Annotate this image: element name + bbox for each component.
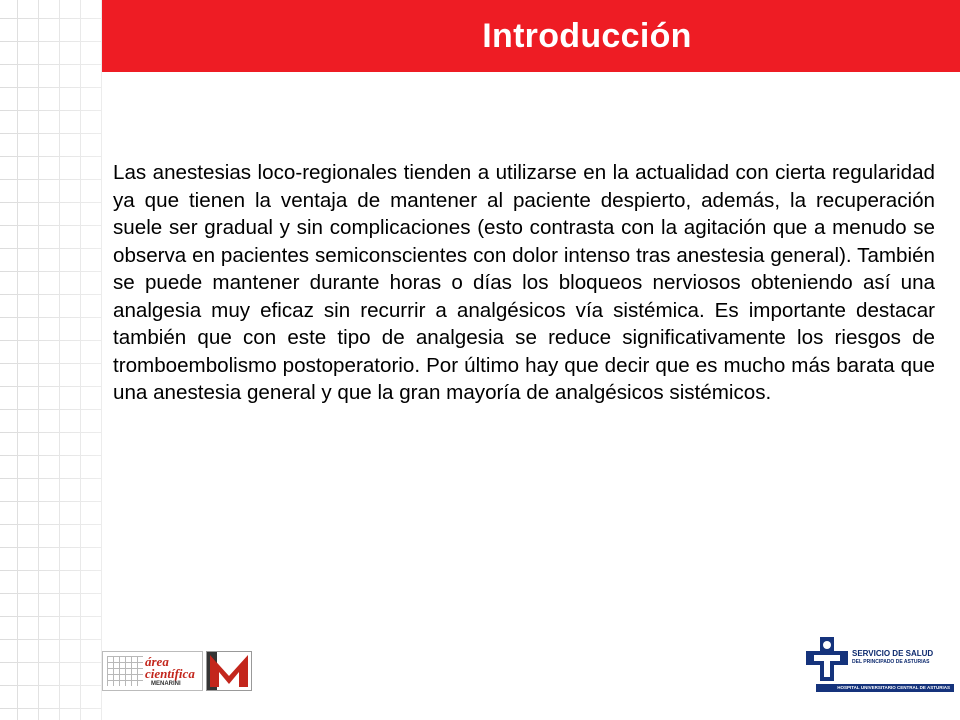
title-bar [102,0,960,72]
logo-text-area: área [145,654,169,669]
sespa-huca-logo [806,637,956,697]
servicio-salud-text: SERVICIO DE SALUD [852,649,934,658]
health-cross-icon [806,637,848,681]
hospital-name-bar: HOSPITAL UNIVERSITARIO CENTRAL DE ASTURIAS [816,684,954,692]
slide-title: Introducción [482,16,692,55]
principado-asturias-text: DEL PRINCIPADO DE ASTURIAS [852,659,930,665]
menarini-m-logo-icon [206,651,252,691]
area-cientifica-menarini-logo [102,651,252,691]
logo-text-cientifica: científica [145,666,195,681]
logo-text-menarini: MENARINI [151,681,181,687]
area-cientifica-logo [102,651,203,691]
body-paragraph: Las anestesias loco-regionales tienden a utilizarse en la actualidad con cierta regularidad ya que tienen la ventaja de mantener al paciente despierto, además, la recuperación suele ser gradual y sin complicaciones (esto contrasta con la agitación que a menudo se observa en pacientes semiconscientes con dolor intenso tras anestesia general). También se puede mantener durante horas o días los bloqueos nerviosos obteniendo así una analgesia muy eficaz sin recurrir a analgésicos vía sistémica. Es importante destacar también que con este tipo de analgesia se reduce significativamente los riesgos de tromboembolismo postoperatorio. Por último hay que decir que es mucho más barata que una anestesia general y que la gran mayoría de analgésicos sistémicos. [113,161,935,404]
